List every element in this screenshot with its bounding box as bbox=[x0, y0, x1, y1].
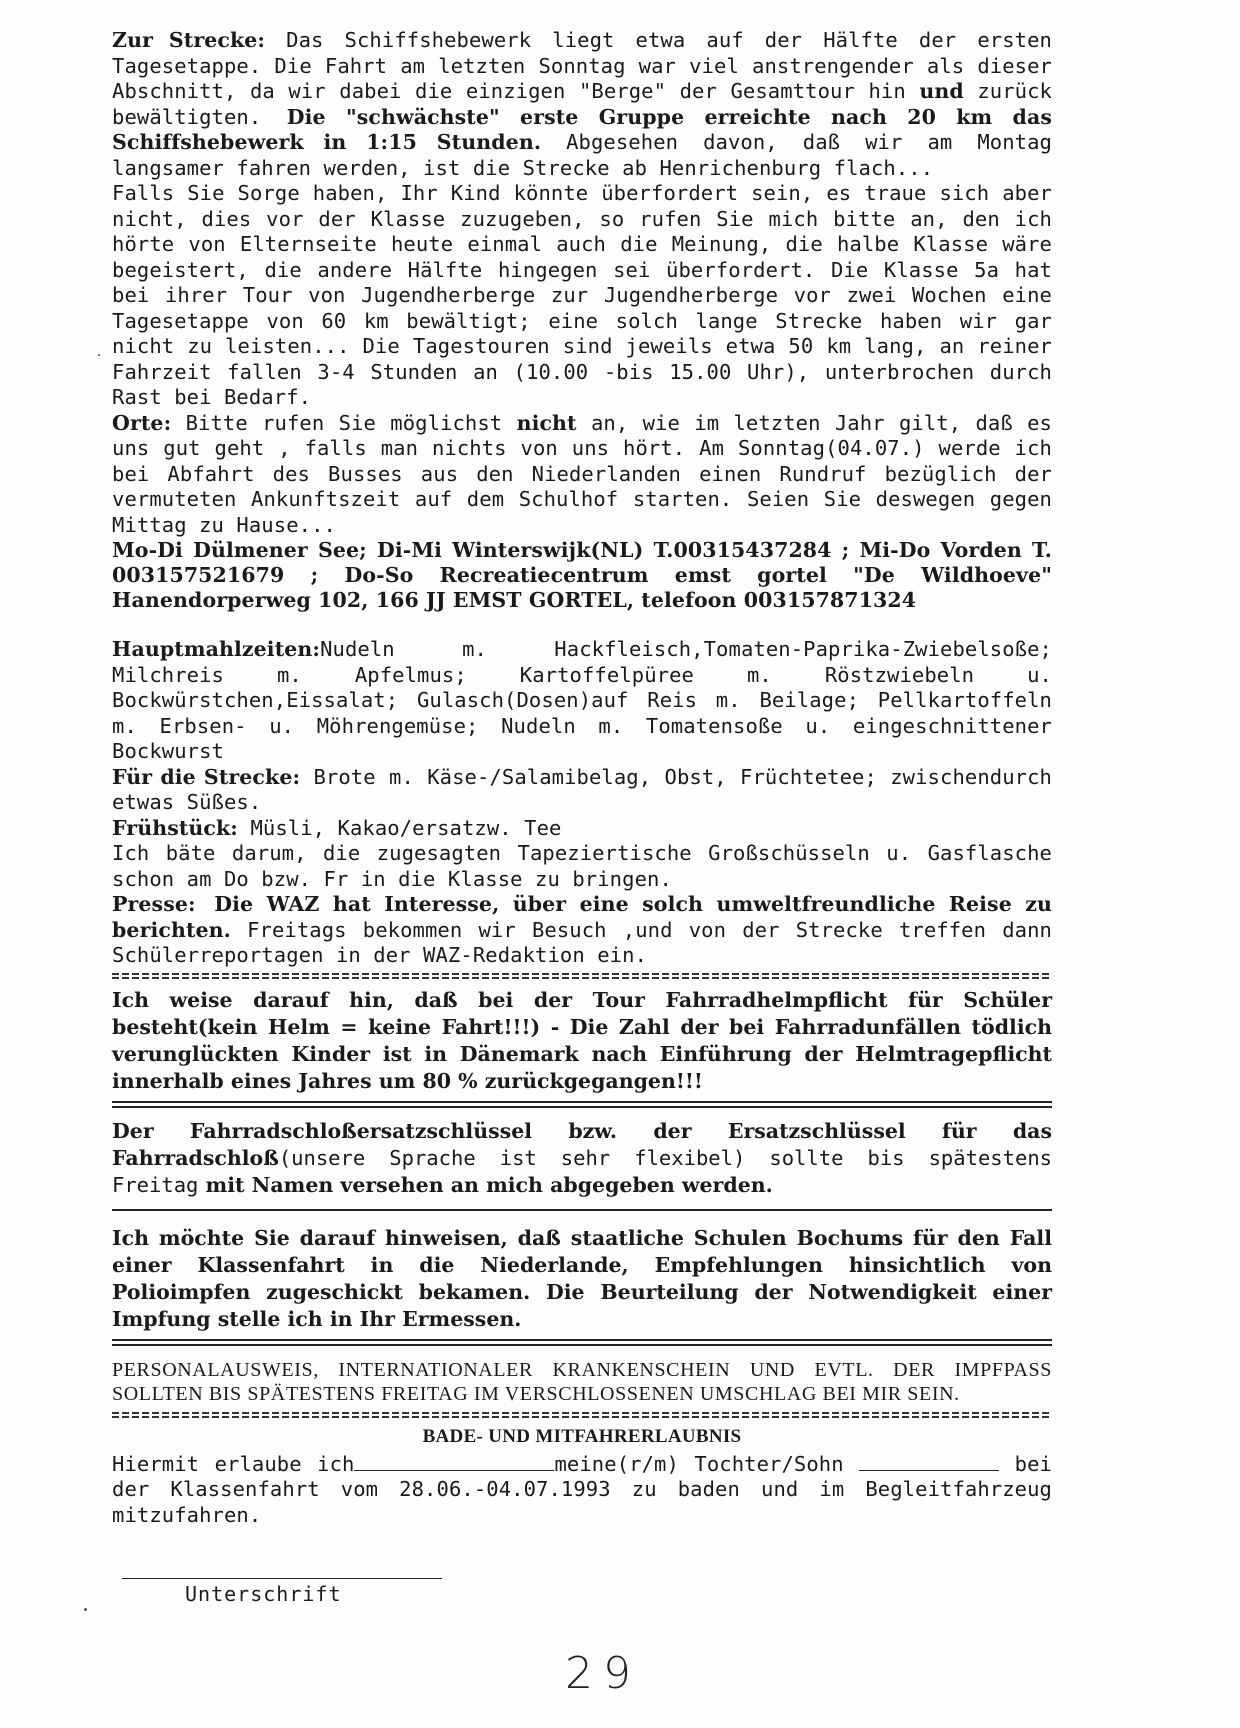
hauptmahlzeiten-text: Nudeln m. Hackfleisch,Tomaten-Paprika-Zwiebelsoße; Milchreis m. Apfelmus; Kartoffelpüree m. Röstzwiebeln u. Bockwürstchen,Eissalat; Gulasch(Dosen)auf Reis m. Beilage; Pellkartoffeln m. Erbsen- u. Möhrengemüse; Nudeln m. Tomatensoße u. eingeschnittener Bockwurst bbox=[112, 637, 1052, 763]
label-orte: Orte: bbox=[112, 410, 172, 435]
fruehstueck-text: Müsli, Kakao/ersatzw. Tee bbox=[250, 815, 562, 840]
strecke-text-1: Das Schiffshebewerk liegt etwa auf der Hälfte der ersten Tagesetappe. Die Fahrt am letzten Sonntag war viel anstrengender als dieser Abschnitt, da wir dabei die einzigen "Berge" der Gesamttour hin bbox=[112, 28, 1052, 103]
label-fruehstueck: Frühstück: bbox=[112, 815, 238, 840]
strecke-bold: Die "schwächste" erste Gruppe erreichte nach 20 km das Schiffshebewerk in 1:15 Stunden. bbox=[112, 104, 1053, 154]
signature-line[interactable] bbox=[122, 1578, 442, 1579]
notice-ersatzschluessel bbox=[112, 1118, 1052, 1199]
orte-list: Mo-Di Dülmener See; Di-Mi Winterswijk(NL) T.00315437284 ; Mi-Do Vorden T. 003157521679 ; Do-So Recreatiecentrum emst gortel "De Wildhoeve" Hanendorperweg 102, 166 JJ EMST GORTEL, telefoon 003157871324 bbox=[112, 538, 1052, 612]
notice-ausweis: PERSONALAUSWEIS, INTERNATIONALER KRANKENSCHEIN UND EVTL. DER IMPFPASS SOLLTEN BIS SPÄTESTENS FREITAG IM VERSCHLOSSENEN UMSCHLAG BEI MIR SEIN. bbox=[112, 1358, 1052, 1405]
form-line2: bei der Klassenfahrt vom 28.06.-04.07.1993 zu baden und im Begleitfahrzeug mitzufahren. bbox=[112, 1451, 1052, 1527]
page-number: 29 bbox=[565, 1648, 641, 1699]
double-dash-divider bbox=[112, 973, 1052, 979]
child-name-blank[interactable] bbox=[354, 1452, 554, 1471]
form-line1-a: Hiermit erlaube ich bbox=[112, 1451, 355, 1476]
label-hauptmahlzeiten: Hauptmahlzeiten: bbox=[112, 637, 321, 661]
paragraph-hauptmahlzeiten bbox=[112, 637, 1052, 765]
strecke-text-3: Abgesehen davon, daß wir am Montag langsamer fahren werden, ist die Strecke ab Henrichenburg flach... bbox=[112, 130, 1052, 180]
schluessel-bold-2: mit Namen versehen an mich abgegeben werden. bbox=[205, 1172, 773, 1197]
form-heading: BADE- UND MITFAHRERLAUBNIS bbox=[422, 1425, 742, 1447]
strecke-und: und bbox=[919, 79, 964, 103]
orte-text-1: Bitte rufen Sie möglichst bbox=[185, 410, 503, 435]
orte-nicht: nicht bbox=[516, 410, 577, 435]
paragraph-tapeziertische bbox=[112, 841, 1052, 892]
tapeziertische-text: Ich bäte darum, die zugesagten Tapeziertische Großschüsseln u. Gasflasche schon am Do bzw. Fr in die Klasse zu bringen. bbox=[112, 841, 1052, 891]
fuer-die-strecke-text: Brote m. Käse-/Salamibelag, Obst, Früchtetee; zwischendurch etwas Süßes. bbox=[112, 764, 1052, 814]
letter-body bbox=[112, 28, 1052, 1528]
paragraph-presse bbox=[112, 892, 1052, 969]
paragraph-strecke bbox=[112, 28, 1052, 181]
schluessel-plain: (unsere Sprache ist sehr flexibel) sollte bis spätestens Freitag bbox=[112, 1145, 1052, 1197]
sorge-text: Falls Sie Sorge haben, Ihr Kind könnte überfordert sein, es traue sich aber nicht, dies vor der Klasse zuzugeben, so rufen Sie mich bitte an, den ich hörte von Elternseite heute einmal auch die Meinung, die halbe Klasse wäre begeistert, die andere Hälfte hingegen sei überfordert. Die Klasse 5a hat bei ihrer Tour von Jugendherberge zur Jugendherberge vor zwei Wochen eine Tagesetappe von 60 km bewältigt; eine solch lange Strecke haben wir gar nicht zu leisten... Die Tagestouren sind jeweils etwa 50 km lang, an reiner Fahrzeit fallen 3-4 Stunden an (10.00 -bis 15.00 Uhr), unterbrochen durch Rast bei Bedarf. bbox=[112, 181, 1052, 409]
notice-helmpflicht: Ich weise darauf hin, daß bei der Tour Fahrradhelmpflicht für Schüler besteht(kein Helm = keine Fahrt!!!) - Die Zahl der bei Fahrradunfällen tödlich verunglückten Kinder ist in Dänemark nach Einführung der Helmtragepflicht innerhalb eines Jahres um 80 % zurückgegangen!!! bbox=[112, 987, 1052, 1093]
notice-polio: Ich möchte Sie darauf hinweisen, daß staatliche Schulen Bochums für den Fall einer Klassenfahrt in die Niederlande, Empfehlungen hinsichtlich von Polioimpfen zugeschickt bekamen. Die Beurteilung der Notwendigkeit einer Impfung stelle ich in Ihr Ermessen. bbox=[112, 1225, 1052, 1331]
label-fuer-die-strecke: Für die Strecke: bbox=[112, 764, 301, 789]
paragraph-sorge bbox=[112, 181, 1052, 411]
orte-text-2: an, wie im letzten Jahr gilt, daß es uns gut geht , falls man nichts von uns hört. Am Sonntag(04.07.) werde ich bei Abfahrt des Busses aus den Niederlanden einen Rundruf bezüglich der vermuteten Ankunftszeit auf dem Schulhof starten. Seien Sie deswegen gegen Mittag zu Hause... bbox=[112, 410, 1052, 537]
label-strecke: Zur Strecke: bbox=[112, 28, 266, 52]
signature-label: Unterschrift bbox=[185, 1582, 342, 1606]
presse-bold: Die WAZ hat Interesse, über eine solch umweltfreundliche Reise zu berichten. bbox=[112, 892, 1052, 942]
divider-line bbox=[112, 1209, 1052, 1211]
schluessel-bold-1: Der Fahrradschloßersatzschlüssel bzw. der Ersatzschlüssel für das Fahrradschloß bbox=[112, 1118, 1052, 1170]
paragraph-orte bbox=[112, 411, 1052, 539]
scan-speck bbox=[84, 1608, 87, 1611]
double-dash-divider bbox=[112, 1412, 1052, 1418]
permission-form bbox=[112, 1452, 1052, 1529]
label-presse: Presse: bbox=[112, 892, 196, 916]
scan-speck bbox=[98, 354, 100, 356]
paragraph-fuer-die-strecke bbox=[112, 765, 1052, 816]
strecke-text-2: zurück bewältigten. bbox=[112, 79, 1052, 129]
paragraph-fruehstueck bbox=[112, 816, 1052, 842]
form-line1-b: meine(r/m) Tochter/Sohn bbox=[554, 1451, 844, 1476]
presse-text: Freitags bekommen wir Besuch ,und von der Strecke treffen dann Schülerreportagen in der WAZ-Redaktion ein. bbox=[112, 917, 1052, 967]
divider-line bbox=[112, 1101, 1052, 1108]
child-blank[interactable] bbox=[859, 1452, 999, 1471]
divider-line bbox=[112, 1339, 1052, 1346]
